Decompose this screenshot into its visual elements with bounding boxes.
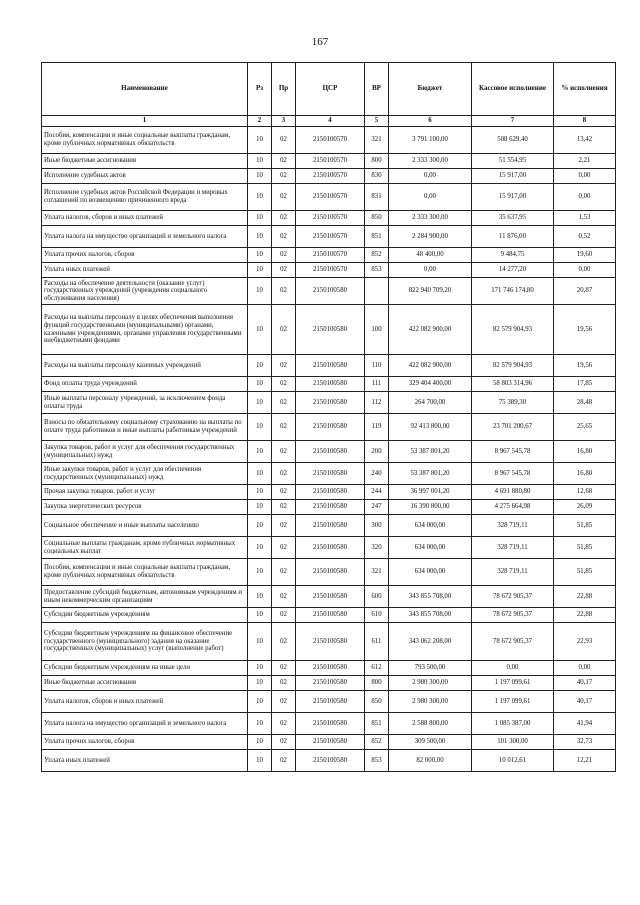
- cell-pr: 02: [272, 735, 296, 750]
- cell-cash: 328 719,11: [472, 559, 554, 586]
- table-row: [42, 184, 616, 211]
- table-row: [42, 211, 616, 226]
- cell-csr: 2150100570: [296, 154, 365, 169]
- cell-pr: 02: [272, 392, 296, 414]
- table-row: [42, 278, 616, 305]
- table-row: [42, 355, 616, 377]
- budget-execution-table: [41, 62, 616, 772]
- cell-cash: 4 691 880,80: [472, 485, 554, 500]
- header-cash: Кассовое исполнение: [472, 63, 554, 116]
- cell-name: Фонд оплаты труда учреждений: [42, 377, 248, 392]
- column-number-row: [42, 116, 616, 127]
- table-row: [42, 586, 616, 608]
- cell-rz: 10: [248, 305, 272, 355]
- cell-cash: 15 917,00: [472, 184, 554, 211]
- cell-rz: 10: [248, 676, 272, 691]
- cell-vr: 800: [365, 676, 389, 691]
- cell-cash: 11 876,00: [472, 226, 554, 248]
- table-row: [42, 559, 616, 586]
- cell-name: Взносы по обязательному социальному страхованию на выплаты по оплате труда работников и иные выплаты работникам учреждений: [42, 414, 248, 441]
- cell-cash: 8 967 545,78: [472, 441, 554, 463]
- column-number: 5: [365, 116, 389, 127]
- column-number: 4: [296, 116, 365, 127]
- cell-cash: 101 300,00: [472, 735, 554, 750]
- cell-vr: 853: [365, 750, 389, 772]
- cell-pct: 13,42: [554, 127, 616, 154]
- cell-budget: 36 997 001,20: [389, 485, 472, 500]
- cell-vr: 851: [365, 713, 389, 735]
- cell-rz: 10: [248, 355, 272, 377]
- cell-name: Уплата иных платежей: [42, 263, 248, 278]
- cell-rz: 10: [248, 623, 272, 661]
- header-budget: Бюджет: [389, 63, 472, 116]
- cell-pct: 16,80: [554, 441, 616, 463]
- cell-budget: 92 413 800,00: [389, 414, 472, 441]
- table-row: [42, 127, 616, 154]
- cell-budget: 16 390 800,00: [389, 500, 472, 515]
- cell-pr: 02: [272, 500, 296, 515]
- table-row: [42, 537, 616, 559]
- cell-rz: 10: [248, 263, 272, 278]
- cell-pr: 02: [272, 305, 296, 355]
- cell-vr: 852: [365, 248, 389, 263]
- cell-pct: 12,68: [554, 485, 616, 500]
- cell-pct: 16,80: [554, 463, 616, 485]
- cell-csr: 2150100570: [296, 169, 365, 184]
- cell-cash: 171 746 174,80: [472, 278, 554, 305]
- cell-rz: 10: [248, 691, 272, 713]
- column-number: 1: [42, 116, 248, 127]
- cell-pct: 51,85: [554, 559, 616, 586]
- cell-csr: 2150100580: [296, 515, 365, 537]
- table-row: [42, 169, 616, 184]
- cell-name: Иные бюджетные ассигнования: [42, 154, 248, 169]
- cell-name: Субсидии бюджетным учреждениям на иные цели: [42, 661, 248, 676]
- cell-pr: 02: [272, 586, 296, 608]
- cell-cash: 328 719,11: [472, 515, 554, 537]
- cell-name: Социальные выплаты гражданам, кроме публичных нормативных социальных выплат: [42, 537, 248, 559]
- cell-pr: 02: [272, 608, 296, 623]
- cell-rz: 10: [248, 127, 272, 154]
- cell-rz: 10: [248, 226, 272, 248]
- cell-budget: 343 855 708,00: [389, 586, 472, 608]
- cell-pr: 02: [272, 559, 296, 586]
- cell-csr: 2150100570: [296, 127, 365, 154]
- cell-pct: 19,56: [554, 355, 616, 377]
- table-row: [42, 263, 616, 278]
- cell-vr: 112: [365, 392, 389, 414]
- table-row: [42, 515, 616, 537]
- cell-name: Уплата налогов, сборов и иных платежей: [42, 211, 248, 226]
- cell-budget: 422 082 900,00: [389, 355, 472, 377]
- cell-name: Закупка товаров, работ и услуг для обеспечения государственных (муниципальных) нужд: [42, 441, 248, 463]
- cell-vr: 600: [365, 586, 389, 608]
- cell-pct: 0,00: [554, 661, 616, 676]
- cell-pct: 25,65: [554, 414, 616, 441]
- header-vr: ВР: [365, 63, 389, 116]
- cell-budget: 822 940 709,20: [389, 278, 472, 305]
- cell-budget: 329 404 400,00: [389, 377, 472, 392]
- cell-csr: 2150100580: [296, 691, 365, 713]
- table-row: [42, 676, 616, 691]
- cell-name: Субсидии бюджетным учреждениям: [42, 608, 248, 623]
- cell-csr: 2150100580: [296, 305, 365, 355]
- cell-rz: 10: [248, 559, 272, 586]
- cell-csr: 2150100580: [296, 278, 365, 305]
- cell-rz: 10: [248, 441, 272, 463]
- cell-name: Предоставление субсидий бюджетным, автономным учреждениям и иным некоммерческим организациям: [42, 586, 248, 608]
- header-pct: % исполнения: [554, 63, 616, 116]
- header-row: [42, 63, 616, 116]
- cell-budget: 53 387 801,20: [389, 441, 472, 463]
- cell-rz: 10: [248, 211, 272, 226]
- cell-pct: 51,85: [554, 515, 616, 537]
- cell-cash: 58 803 314,96: [472, 377, 554, 392]
- cell-pct: 2,21: [554, 154, 616, 169]
- cell-cash: 51 554,95: [472, 154, 554, 169]
- cell-csr: 2150100570: [296, 226, 365, 248]
- cell-pct: 41,94: [554, 713, 616, 735]
- cell-pct: 19,60: [554, 248, 616, 263]
- cell-cash: 1 197 099,61: [472, 691, 554, 713]
- cell-budget: 48 400,00: [389, 248, 472, 263]
- cell-cash: 8 967 545,78: [472, 463, 554, 485]
- cell-name: Расходы на выплаты персоналу казенных учреждений: [42, 355, 248, 377]
- cell-budget: 309 500,00: [389, 735, 472, 750]
- cell-csr: 2150100570: [296, 263, 365, 278]
- table-row: [42, 661, 616, 676]
- cell-budget: 0,00: [389, 184, 472, 211]
- cell-csr: 2150100580: [296, 661, 365, 676]
- cell-csr: 2150100570: [296, 184, 365, 211]
- cell-vr: 247: [365, 500, 389, 515]
- cell-pr: 02: [272, 515, 296, 537]
- cell-csr: 2150100580: [296, 441, 365, 463]
- cell-cash: 328 719,11: [472, 537, 554, 559]
- cell-pct: 28,48: [554, 392, 616, 414]
- table-row: [42, 441, 616, 463]
- page-number: 167: [311, 36, 329, 48]
- cell-pct: 22,88: [554, 586, 616, 608]
- cell-rz: 10: [248, 169, 272, 184]
- cell-cash: 82 579 904,93: [472, 305, 554, 355]
- cell-vr: [365, 278, 389, 305]
- cell-csr: 2150100570: [296, 211, 365, 226]
- cell-vr: 611: [365, 623, 389, 661]
- cell-cash: 1 085 387,00: [472, 713, 554, 735]
- cell-pct: 0,00: [554, 169, 616, 184]
- cell-name: Прочая закупка товаров, работ и услуг: [42, 485, 248, 500]
- cell-pr: 02: [272, 355, 296, 377]
- column-number: 2: [248, 116, 272, 127]
- cell-name: Социальное обеспечение и иные выплаты населению: [42, 515, 248, 537]
- cell-pr: 02: [272, 226, 296, 248]
- table-body: [42, 127, 616, 772]
- cell-pr: 02: [272, 169, 296, 184]
- cell-pct: 32,73: [554, 735, 616, 750]
- cell-vr: 850: [365, 211, 389, 226]
- table-row: [42, 248, 616, 263]
- cell-pr: 02: [272, 676, 296, 691]
- table-row: [42, 713, 616, 735]
- cell-pr: 02: [272, 263, 296, 278]
- cell-budget: 53 387 801,20: [389, 463, 472, 485]
- cell-cash: 78 672 905,37: [472, 623, 554, 661]
- cell-budget: 264 700,00: [389, 392, 472, 414]
- cell-csr: 2150100580: [296, 355, 365, 377]
- cell-rz: 10: [248, 463, 272, 485]
- column-number: 3: [272, 116, 296, 127]
- cell-csr: 2150100580: [296, 414, 365, 441]
- cell-rz: 10: [248, 278, 272, 305]
- cell-cash: 75 389,30: [472, 392, 554, 414]
- cell-name: Иные выплаты персоналу учреждений, за исключением фонда оплаты труда: [42, 392, 248, 414]
- cell-name: Исполнение судебных актов: [42, 169, 248, 184]
- cell-vr: 800: [365, 154, 389, 169]
- cell-csr: 2150100580: [296, 500, 365, 515]
- cell-rz: 10: [248, 713, 272, 735]
- cell-rz: 10: [248, 661, 272, 676]
- cell-cash: 78 672 905,37: [472, 608, 554, 623]
- cell-rz: 10: [248, 485, 272, 500]
- cell-name: Расходы на обеспечение деятельности (оказание услуг) государственных учреждений (учреждения социального обслуживания населения): [42, 278, 248, 305]
- cell-vr: 612: [365, 661, 389, 676]
- cell-budget: 793 500,00: [389, 661, 472, 676]
- cell-vr: 111: [365, 377, 389, 392]
- cell-cash: 23 701 200,67: [472, 414, 554, 441]
- cell-name: Уплата налогов, сборов и иных платежей: [42, 691, 248, 713]
- cell-name: Уплата налога на имущество организаций и земельного налога: [42, 713, 248, 735]
- cell-pr: 02: [272, 211, 296, 226]
- cell-pct: 0,00: [554, 184, 616, 211]
- cell-csr: 2150100580: [296, 676, 365, 691]
- cell-vr: 110: [365, 355, 389, 377]
- cell-pr: 02: [272, 463, 296, 485]
- cell-cash: 35 637,95: [472, 211, 554, 226]
- cell-rz: 10: [248, 586, 272, 608]
- cell-pr: 02: [272, 248, 296, 263]
- cell-vr: 321: [365, 127, 389, 154]
- header-csr: ЦСР: [296, 63, 365, 116]
- cell-budget: 343 062 208,00: [389, 623, 472, 661]
- cell-cash: 508 629,40: [472, 127, 554, 154]
- cell-cash: 0,00: [472, 661, 554, 676]
- cell-budget: 82 000,00: [389, 750, 472, 772]
- cell-cash: 1 197 099,61: [472, 676, 554, 691]
- cell-pr: 02: [272, 441, 296, 463]
- table-row: [42, 691, 616, 713]
- cell-cash: 10 012,61: [472, 750, 554, 772]
- cell-rz: 10: [248, 184, 272, 211]
- cell-vr: 850: [365, 691, 389, 713]
- cell-name: Уплата прочих налогов, сборов: [42, 248, 248, 263]
- cell-pct: 17,85: [554, 377, 616, 392]
- cell-budget: 3 791 100,00: [389, 127, 472, 154]
- column-number: 6: [389, 116, 472, 127]
- cell-csr: 2150100580: [296, 623, 365, 661]
- cell-vr: 851: [365, 226, 389, 248]
- cell-vr: 244: [365, 485, 389, 500]
- cell-rz: 10: [248, 392, 272, 414]
- cell-vr: 831: [365, 184, 389, 211]
- cell-csr: 2150100580: [296, 537, 365, 559]
- cell-csr: 2150100580: [296, 392, 365, 414]
- cell-vr: 240: [365, 463, 389, 485]
- column-number: 8: [554, 116, 616, 127]
- cell-pct: 26,09: [554, 500, 616, 515]
- cell-vr: 119: [365, 414, 389, 441]
- cell-pr: 02: [272, 278, 296, 305]
- cell-budget: 2 333 300,00: [389, 211, 472, 226]
- cell-name: Иные бюджетные ассигнования: [42, 676, 248, 691]
- cell-cash: 4 275 664,98: [472, 500, 554, 515]
- column-number: 7: [472, 116, 554, 127]
- cell-budget: 2 588 800,00: [389, 713, 472, 735]
- table-row: [42, 392, 616, 414]
- cell-name: Расходы на выплаты персоналу в целях обеспечения выполнения функций государственными (муниципальными) органами, казенными учреждениями, органами управления государственными внебюджетными фондами: [42, 305, 248, 355]
- cell-pr: 02: [272, 623, 296, 661]
- cell-budget: 0,00: [389, 263, 472, 278]
- cell-budget: 343 855 708,00: [389, 608, 472, 623]
- cell-budget: 634 000,00: [389, 515, 472, 537]
- cell-vr: 320: [365, 537, 389, 559]
- cell-rz: 10: [248, 735, 272, 750]
- cell-name: Пособия, компенсации и иные социальные выплаты гражданам, кроме публичных нормативных обязательств: [42, 127, 248, 154]
- cell-vr: 100: [365, 305, 389, 355]
- cell-cash: 15 917,00: [472, 169, 554, 184]
- cell-pct: 20,87: [554, 278, 616, 305]
- cell-csr: 2150100580: [296, 713, 365, 735]
- cell-rz: 10: [248, 515, 272, 537]
- header-name: Наименование: [42, 63, 248, 116]
- table-row: [42, 414, 616, 441]
- table-row: [42, 154, 616, 169]
- cell-vr: 830: [365, 169, 389, 184]
- cell-name: Уплата налога на имущество организаций и земельного налога: [42, 226, 248, 248]
- cell-csr: 2150100580: [296, 735, 365, 750]
- cell-rz: 10: [248, 377, 272, 392]
- cell-pct: 0,52: [554, 226, 616, 248]
- cell-name: Исполнение судебных актов Российской Федерации и мировых соглашений по возмещению причиненного вреда: [42, 184, 248, 211]
- cell-rz: 10: [248, 750, 272, 772]
- cell-pr: 02: [272, 537, 296, 559]
- cell-csr: 2150100580: [296, 608, 365, 623]
- cell-budget: 2 980 300,00: [389, 676, 472, 691]
- table-row: [42, 485, 616, 500]
- table-row: [42, 750, 616, 772]
- cell-pr: 02: [272, 485, 296, 500]
- cell-vr: 852: [365, 735, 389, 750]
- cell-csr: 2150100580: [296, 463, 365, 485]
- cell-name: Уплата прочих налогов, сборов: [42, 735, 248, 750]
- header-rz: Рз: [248, 63, 272, 116]
- cell-rz: 10: [248, 537, 272, 559]
- cell-csr: 2150100580: [296, 559, 365, 586]
- cell-name: Уплата иных платежей: [42, 750, 248, 772]
- cell-budget: 422 082 900,00: [389, 305, 472, 355]
- cell-pr: 02: [272, 750, 296, 772]
- table-row: [42, 623, 616, 661]
- table-row: [42, 608, 616, 623]
- cell-name: Субсидии бюджетным учреждениям на финансовое обеспечение государственного (муниципального) задания на оказание государственных (муниципальных) услуг (выполнение работ): [42, 623, 248, 661]
- cell-csr: 2150100570: [296, 248, 365, 263]
- cell-pr: 02: [272, 414, 296, 441]
- table-row: [42, 463, 616, 485]
- cell-cash: 82 579 904,93: [472, 355, 554, 377]
- cell-budget: 2 333 300,00: [389, 154, 472, 169]
- cell-csr: 2150100580: [296, 377, 365, 392]
- cell-pr: 02: [272, 184, 296, 211]
- table-row: [42, 305, 616, 355]
- cell-csr: 2150100580: [296, 586, 365, 608]
- cell-pct: 12,21: [554, 750, 616, 772]
- cell-rz: 10: [248, 608, 272, 623]
- cell-name: Закупка энергетических ресурсов: [42, 500, 248, 515]
- cell-pr: 02: [272, 661, 296, 676]
- cell-budget: 2 980 300,00: [389, 691, 472, 713]
- cell-pct: 22,88: [554, 608, 616, 623]
- cell-pr: 02: [272, 377, 296, 392]
- cell-name: Иные закупки товаров, работ и услуг для обеспечения государственных (муниципальных) нужд: [42, 463, 248, 485]
- cell-vr: 853: [365, 263, 389, 278]
- table-row: [42, 226, 616, 248]
- cell-pr: 02: [272, 691, 296, 713]
- cell-pr: 02: [272, 127, 296, 154]
- table-row: [42, 500, 616, 515]
- cell-cash: 14 277,20: [472, 263, 554, 278]
- header-pr: Пр: [272, 63, 296, 116]
- cell-vr: 300: [365, 515, 389, 537]
- cell-name: Пособия, компенсации и иные социальные выплаты гражданам, кроме публичных нормативных обязательств: [42, 559, 248, 586]
- cell-vr: 610: [365, 608, 389, 623]
- cell-pct: 40,17: [554, 691, 616, 713]
- cell-pct: 0,00: [554, 263, 616, 278]
- cell-budget: 2 284 900,00: [389, 226, 472, 248]
- cell-rz: 10: [248, 500, 272, 515]
- cell-pct: 1,53: [554, 211, 616, 226]
- cell-rz: 10: [248, 248, 272, 263]
- cell-cash: 9 484,75: [472, 248, 554, 263]
- cell-rz: 10: [248, 414, 272, 441]
- cell-pr: 02: [272, 713, 296, 735]
- cell-budget: 634 000,00: [389, 559, 472, 586]
- cell-pr: 02: [272, 154, 296, 169]
- cell-pct: 40,17: [554, 676, 616, 691]
- cell-csr: 2150100580: [296, 485, 365, 500]
- cell-rz: 10: [248, 154, 272, 169]
- cell-vr: 321: [365, 559, 389, 586]
- cell-vr: 200: [365, 441, 389, 463]
- cell-pct: 22,93: [554, 623, 616, 661]
- cell-budget: 634 000,00: [389, 537, 472, 559]
- table-row: [42, 377, 616, 392]
- cell-cash: 78 672 905,37: [472, 586, 554, 608]
- cell-budget: 0,00: [389, 169, 472, 184]
- table-row: [42, 735, 616, 750]
- cell-pct: 19,56: [554, 305, 616, 355]
- cell-pct: 51,85: [554, 537, 616, 559]
- cell-csr: 2150100580: [296, 750, 365, 772]
